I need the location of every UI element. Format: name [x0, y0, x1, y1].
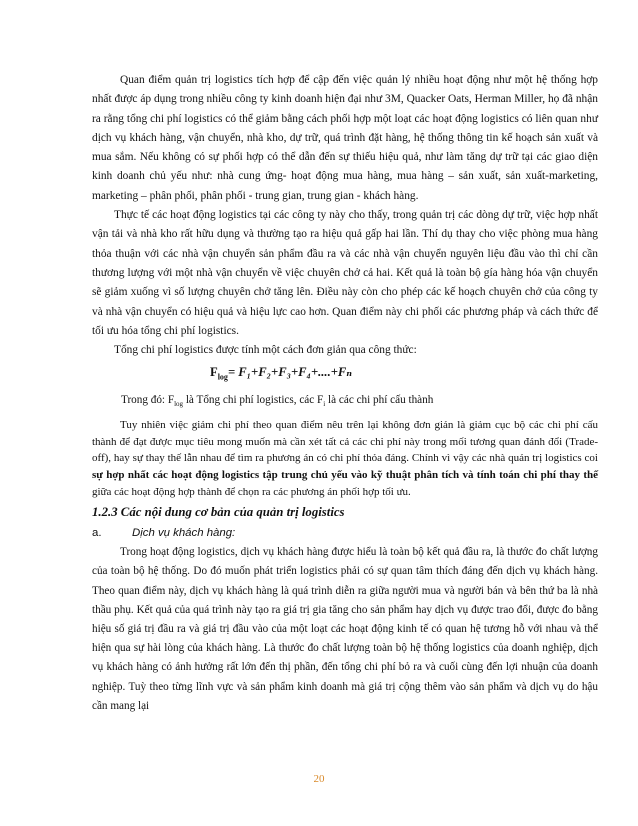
subsection-heading-a	[92, 523, 598, 543]
formula-explanation	[92, 391, 598, 414]
formula-lhs: F	[210, 365, 218, 380]
subsection-letter: a.	[92, 527, 102, 540]
where-subscript-log: log	[174, 400, 184, 409]
paragraph-formula-intro: Tổng chi phí logistics được tính một cách đơn giản qua công thức:	[114, 344, 417, 357]
tradeoff-end: giữa các hoạt động hợp thành để chọn ra các phương án phối hợp tối ưu.	[92, 485, 411, 498]
where-prefix: Trong đó: F	[121, 393, 175, 406]
formula-rhs: = F₁+F₂+F₃+F₄+....+Fₙ	[227, 365, 353, 380]
page-content	[92, 71, 598, 716]
total-cost-formula	[92, 362, 598, 388]
paragraph-integrated-logistics: Quan điểm quản trị logistics tích hợp để cập đến việc quản lý nhiều hoạt động như một hệ thống hợp nhất được áp dụng trong nhiều công ty kinh doanh hiện đại như 3M, Quacker Oats, Herman Miller, họ đã nhận ra rằng tổng chi phí logistics có thể giảm bằng cách phối hợp một loạt các hoạt động logistics có liên quan như dịch vụ khách hàng, vận chuyển, nhà kho, dự trữ, quá trình đặt hàng, hệ thống thông tin kế hoạch sản xuất và mua sắm. Nếu không có sự phối hợp có thể dẫn đến sự thiếu hiệu quả, như làm tăng dự trữ tại các giao diện kinh doanh chủ yếu như: nhà cung ứng- hoạt động mua hàng, mua hàng – sản xuất, sản xuất-marketing, marketing – phân phối, phân phối - trung gian, trung gian - khách hàng.	[92, 74, 598, 202]
paragraph-tradeoff	[92, 417, 598, 500]
formula-lhs-subscript: log	[217, 372, 228, 382]
subsection-title: Dịch vụ khách hàng:	[132, 527, 236, 540]
paragraph-practice: Thực tế các hoạt động logistics tại các công ty này cho thấy, trong quản trị các dòng dự trữ, việc hợp nhất vận tải và nhà kho rất hữu dụng và thường tạo ra hiệu quả gấp hai lần. Thí dụ thay cho việc phòng mua hàng thỏa thuận với các nhà vận chuyển sản phẩm đầu ra và các nhà vận chuyển nguyên liệu đầu vào thì chỉ cần thương lượng với một nhà vận chuyển về việc chuyên chở cả hai. Kết quả là toàn bộ gía hàng hóa vận chuyển sẽ giảm xuống vì số lượng chuyên chở tăng lên. Điều này còn cho phép các kế hoạch chuyên chở của công ty và nhà vận chuyển có hiệu quả và hiệu lực cao hơn. Quan điểm này chi phối các phương pháp và cách thức để tối ưu hóa tổng chi phí logistics.	[92, 209, 598, 337]
paragraph-customer-service: Trong hoạt động logistics, dịch vụ khách hàng được hiểu là toàn bộ kết quả đầu ra, là thước đo chất lượng của toàn bộ hệ thống. Do đó muốn phát triển logistics phải có sự quan tâm thích đáng đến dịch vụ khách hàng. Theo quan điểm này, dịch vụ khách hàng là quá trình diễn ra giữa người mua và người bán và bên thứ ba là nhà thầu phụ. Kết quả của quá trình này tạo ra giá trị gia tăng cho sản phẩm hay dịch vụ được trao đổi, được đo bằng hiệu số giá trị đầu ra và giá trị đầu vào của một loạt các hoạt động kinh tế có quan hệ tương hỗ với nhau và thể hiện qua sự hài lòng của khách hàng. Là thước đo chất lượng toàn bộ hệ thống logistics của doanh nghiệp, dịch vụ khách hàng có ảnh hưởng rất lớn đến thị phần, đến tổng chi phí bỏ ra và cuối cùng đến lợi nhuận của doanh nghiệp. Tuỳ theo từng lĩnh vực và sản phẩm kinh doanh mà giá trị cộng thêm vào sản phẩm và dịch vụ do hậu cần mang lại	[92, 546, 598, 712]
where-middle: là Tổng chi phí logistics, các F	[183, 393, 324, 406]
tradeoff-emphasis: sự hợp nhất các hoạt động logistics tập trung chủ yếu vào kỹ thuật phân tích và tính toán chi phí thay thế	[92, 468, 598, 481]
tradeoff-text: Tuy nhiên việc giảm chi phí theo quan điểm nêu trên lại không đơn giản là giảm cục bộ các chi phí cấu thành để đạt được mục tiêu mong muốn mà cần xét tất cả các chi phí này trong mối tương quan đánh đổi (Trade-off), hay sự thay thế lẫn nhau để tìm ra phương án có chi phí thỏa đáng. Chính vì vậy các nhà quản trị logistics coi	[92, 419, 598, 465]
page-number: 20	[313, 773, 325, 785]
section-heading-1-2-3: 1.2.3 Các nội dung cơ bản của quản trị logistics	[92, 505, 345, 520]
where-subscript-i: i	[323, 400, 326, 409]
where-end: là các chi phí cấu thành	[325, 393, 434, 406]
